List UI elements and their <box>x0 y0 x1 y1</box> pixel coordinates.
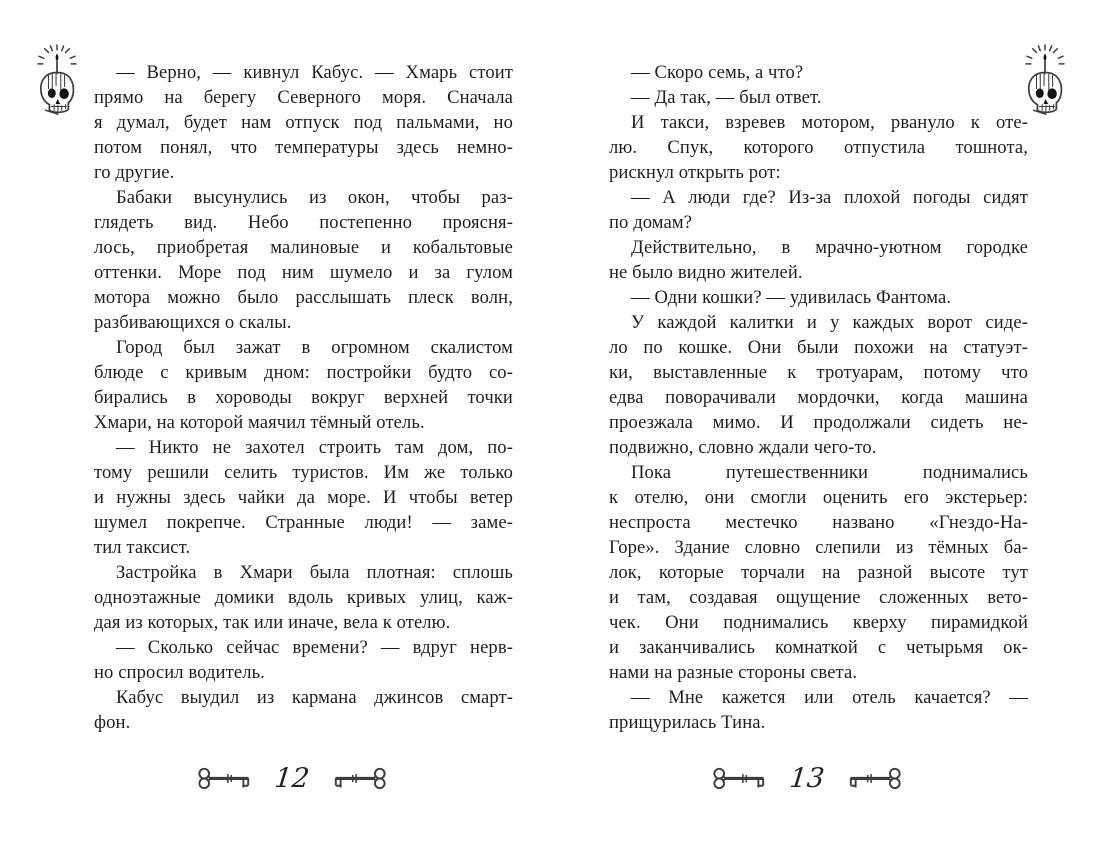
page-right-text <box>609 60 1028 735</box>
text-line: подвижно, словно ждали чего-то. <box>609 437 877 458</box>
text-line: и там, создавая ощущение сложенных вето- <box>609 587 1028 608</box>
text-line: шумел покрепче. Странные люди! — заме- <box>94 512 513 533</box>
text-line: оттенки. Море под ним шумело и за гулом <box>94 262 513 283</box>
text-line: бирались в хороводы вокруг верхней точки <box>94 387 513 408</box>
text-line: потом понял, что температуры здесь немно- <box>94 137 513 158</box>
text-line: к отелю, они смогли оценить его экстерьер: <box>609 487 1028 508</box>
text-line: не было видно жителей. <box>609 262 803 283</box>
text-line: — Мне кажется или отель качается? — <box>631 687 1028 708</box>
text-line: чек. Они поднимались кверху пирамидкой <box>609 612 1028 633</box>
text-line: Хмари, на которой маячил тёмный отель. <box>94 412 425 433</box>
text-line: го другие. <box>94 162 175 183</box>
text-line: одноэтажные домики вдоль кривых улиц, каж- <box>94 587 513 608</box>
page-right-footer <box>687 762 927 794</box>
page-right <box>550 0 1100 845</box>
text-line: лок, которые торчали на разной высоте тут <box>609 562 1028 583</box>
text-line: разбивающихся о скалы. <box>94 312 292 333</box>
text-line: и нужны здесь чайки да море. И чтобы ветер <box>94 487 513 508</box>
text-line: неспроста местечко названо «Гнездо-На- <box>609 512 1028 533</box>
key-icon <box>711 762 769 794</box>
text-line: — А люди где? Из-за плохой погоды сидят <box>631 187 1028 208</box>
text-line: рискнул открыть рот: <box>609 162 781 183</box>
text-line: ло по кошке. Они были похожи на статуэт- <box>609 337 1028 358</box>
page-number-right: 13 <box>788 762 826 794</box>
text-line: я думал, будет нам отпуск под пальмами, но <box>94 112 513 133</box>
text-line: тому решили селить туристов. Им же только <box>94 462 513 483</box>
text-line: мотора можно было расслышать плеск волн, <box>94 287 513 308</box>
text-line: Бабаки высунулись из окон, чтобы раз- <box>116 187 513 208</box>
text-line: но спросил водитель. <box>94 662 265 683</box>
page-left-text <box>94 60 513 735</box>
text-line: — Верно, — кивнул Кабус. — Хмарь стоит <box>116 62 513 83</box>
text-line: дая из которых, так или иначе, вела к отелю. <box>94 612 451 633</box>
key-mirrored-icon <box>330 762 388 794</box>
text-line: лю. Спук, которого отпустила тошнота, <box>609 137 1028 158</box>
text-line: фон. <box>94 712 131 733</box>
text-line: Горе». Здание словно слепили из тёмных ба- <box>609 537 1028 558</box>
text-line: нами на разные стороны света. <box>609 662 858 683</box>
text-line: — Скоро семь, а что? <box>631 62 804 83</box>
text-line: и заканчивались комнаткой с четырьмя ок- <box>609 637 1028 658</box>
text-line: прищурилась Тина. <box>609 712 766 733</box>
key-mirrored-icon <box>845 762 903 794</box>
text-line: — Никто не захотел строить там дом, по- <box>116 437 513 458</box>
key-icon <box>196 762 254 794</box>
text-line: — Сколько сейчас времени? — вдруг нерв- <box>116 637 513 658</box>
text-line: лось, приобретая малиновые и кобальтовые <box>94 237 513 258</box>
text-line: У каждой калитки и у каждых ворот сиде- <box>631 312 1028 333</box>
text-line: — Одни кошки? — удивилась Фантома. <box>631 287 952 308</box>
text-line: тил таксист. <box>94 537 191 558</box>
text-line: Действительно, в мрачно-уютном городке <box>631 237 1028 258</box>
page-left-footer <box>172 762 412 794</box>
text-line: едва поворачивали мордочки, когда машина <box>609 387 1028 408</box>
page-number-left: 12 <box>273 762 311 794</box>
text-line: по домам? <box>609 212 693 233</box>
text-line: Пока путешественники поднимались <box>631 462 1028 483</box>
text-line: ки, выставленные к тротуарам, потому что <box>609 362 1028 383</box>
text-line: проезжала мимо. И продолжали сидеть не- <box>609 412 1028 433</box>
skull-candle-icon <box>28 44 86 116</box>
text-line: Застройка в Хмари была плотная: сплошь <box>116 562 513 583</box>
text-line: И такси, взревев мотором, рвануло к оте- <box>631 112 1028 133</box>
text-line: блюде с кривым дном: постройки будто со- <box>94 362 513 383</box>
text-line: Город был зажат в огромном скалистом <box>116 337 513 358</box>
text-line: Кабус выудил из кармана джинсов смарт- <box>116 687 513 708</box>
text-line: — Да так, — был ответ. <box>631 87 822 108</box>
text-line: глядеть вид. Небо постепенно проясня- <box>94 212 513 233</box>
text-line: прямо на берегу Северного моря. Сначала <box>94 87 513 108</box>
